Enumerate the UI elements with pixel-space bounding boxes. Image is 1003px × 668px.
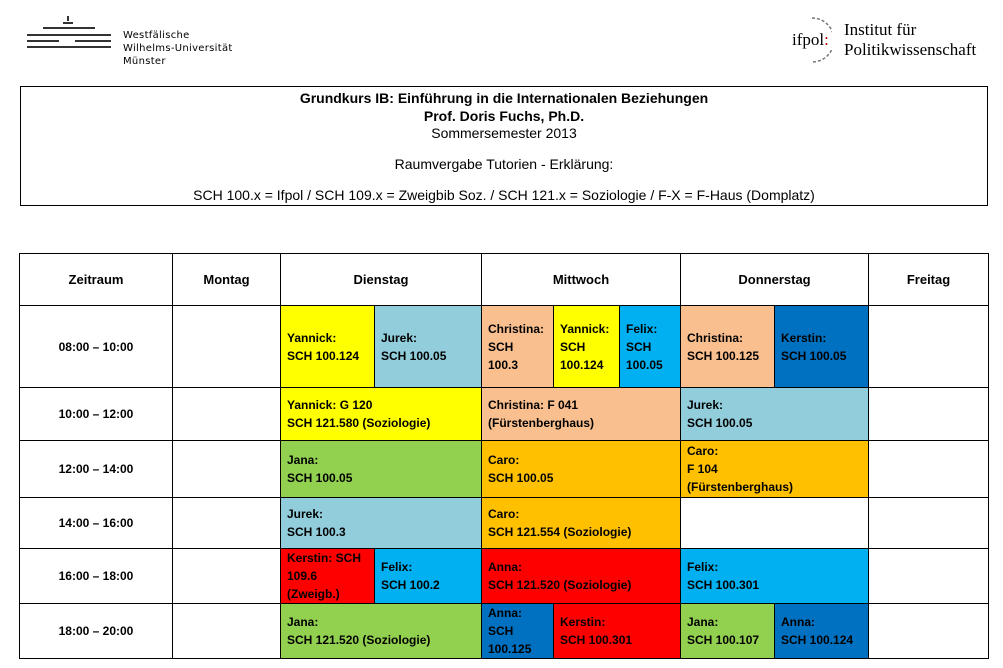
time-slot: 08:00 – 10:00	[20, 306, 173, 388]
room: SCH 100.125	[687, 348, 760, 363]
time-slot: 16:00 – 18:00	[20, 549, 173, 604]
tutorial-cell	[681, 441, 869, 498]
wwu-emblem-icon	[27, 16, 119, 56]
wwu-name-line: Westfälische	[123, 30, 190, 41]
tutor-name: Anna:	[488, 606, 522, 620]
room: SCH	[560, 339, 586, 354]
room: SCH 100.05	[687, 416, 753, 430]
room: SCH 121.520 (Soziologie)	[287, 633, 431, 647]
table-row	[20, 604, 989, 659]
empty-cell	[869, 306, 989, 388]
room: 109.6 (Zweigb.)	[287, 569, 340, 601]
tutorial-cell	[775, 306, 869, 388]
tutor-name: Jurek:	[287, 507, 324, 521]
time-slot: 10:00 – 12:00	[20, 388, 173, 441]
course-title: Grundkurs IB: Einführung in die Internationalen Beziehungen	[299, 90, 709, 106]
column-header-mittwoch: Mittwoch	[482, 254, 681, 306]
room: SCH 100.05	[287, 471, 353, 485]
column-header-dienstag: Dienstag	[281, 254, 482, 306]
empty-cell	[173, 388, 281, 441]
tutor-name: Caro:	[488, 507, 520, 521]
tutorial-cell	[281, 498, 482, 549]
tutorial-cell	[482, 498, 681, 549]
tutor-name: Christina:	[488, 321, 545, 336]
room: SCH 100.301	[560, 633, 633, 647]
tutor-name: Jana:	[287, 453, 319, 467]
institute-name	[844, 20, 976, 60]
table-row	[20, 388, 989, 441]
tutor-name: Jurek:	[381, 330, 418, 345]
column-header-freitag: Freitag	[869, 254, 989, 306]
tutorial-cell	[281, 306, 375, 388]
empty-cell	[869, 604, 989, 659]
tutorial-cell	[681, 604, 775, 659]
room: SCH	[626, 339, 652, 354]
column-header-donnerstag: Donnerstag	[681, 254, 869, 306]
empty-cell	[681, 498, 869, 549]
room: SCH 100.124	[781, 633, 854, 647]
tutorial-cell	[482, 549, 681, 604]
tutorial-cell	[681, 306, 775, 388]
room: SCH 100.2	[381, 578, 440, 592]
tutorial-cell	[482, 388, 681, 441]
tutor-name: Kerstin:	[781, 330, 827, 345]
tutorial-cell	[775, 604, 869, 659]
tutor-name: Jana:	[687, 615, 719, 629]
room: SCH 100.05	[488, 471, 554, 485]
room-assignment-subtitle: Raumvergabe Tutorien - Erklärung:	[394, 156, 614, 172]
empty-cell	[869, 388, 989, 441]
room: SCH 121.554 (Soziologie)	[488, 525, 632, 539]
room: SCH 100.301	[687, 578, 760, 592]
tutorial-cell	[281, 549, 375, 604]
wwu-name-line: Wilhelms-Universität	[123, 43, 233, 54]
tutor-name: Felix:	[687, 560, 719, 574]
tutor-name: Kerstin: SCH	[287, 551, 362, 565]
tutor-name: Yannick: G 120	[287, 398, 373, 412]
tutorial-cell	[620, 306, 681, 388]
table-row	[20, 498, 989, 549]
room: SCH 100.05	[381, 348, 447, 363]
tutorial-cell	[281, 441, 482, 498]
time-slot: 18:00 – 20:00	[20, 604, 173, 659]
tutor-name: Yannick:	[287, 330, 337, 345]
tutor-name: Caro:	[488, 453, 520, 467]
tutorial-cell	[554, 306, 620, 388]
course-info-box	[20, 86, 988, 206]
tutor-name: Felix:	[626, 321, 658, 336]
room: SCH	[488, 339, 514, 354]
tutor-name: Christina: F 041	[488, 398, 579, 412]
tutor-name: Jana:	[287, 615, 319, 629]
tutor-name: Christina:	[687, 330, 744, 345]
room: SCH 100.124	[287, 348, 360, 363]
empty-cell	[869, 441, 989, 498]
tutorial-cell	[482, 441, 681, 498]
room: 100.124	[560, 357, 604, 372]
tutorial-cell	[281, 388, 482, 441]
empty-cell	[173, 306, 281, 388]
room: 100.3	[488, 357, 519, 372]
room: (Fürstenberghaus)	[687, 480, 794, 494]
tutorial-cell	[681, 388, 869, 441]
wwu-logo	[27, 16, 267, 72]
room-legend: SCH 100.x = Ifpol / SCH 109.x = Zweigbib Soz. / SCH 121.x = Soziologie / F-X = F-Haus (Domplatz)	[193, 187, 815, 203]
tutorial-cell	[375, 306, 482, 388]
empty-cell	[173, 604, 281, 659]
room: SCH 100.05	[781, 348, 847, 363]
tutorial-cell	[281, 604, 482, 659]
room: SCH 121.580 (Soziologie)	[287, 416, 431, 430]
table-row	[20, 441, 989, 498]
tutor-name: Kerstin:	[560, 615, 606, 629]
institute-name-line: Politikwissenschaft	[844, 40, 977, 59]
room: SCH 121.520 (Soziologie)	[488, 578, 632, 592]
tutorial-schedule-table	[19, 253, 989, 659]
tutor-name: Jurek:	[687, 398, 724, 412]
empty-cell	[173, 441, 281, 498]
tutor-name: Anna:	[781, 615, 815, 629]
column-header-montag: Montag	[173, 254, 281, 306]
tutorial-cell	[554, 604, 681, 659]
column-header-zeitraum: Zeitraum	[20, 254, 173, 306]
table-row	[20, 306, 989, 388]
tutor-name: Anna:	[488, 560, 522, 574]
tutor-name: Felix:	[381, 560, 413, 574]
room: SCH 100.107	[687, 633, 760, 647]
time-slot: 14:00 – 16:00	[20, 498, 173, 549]
professor-name: Prof. Doris Fuchs, Ph.D.	[423, 108, 585, 124]
tutorial-cell	[375, 549, 482, 604]
empty-cell	[869, 549, 989, 604]
tutorial-cell	[681, 549, 869, 604]
wwu-name-line: Münster	[123, 56, 166, 67]
room: 100.05	[626, 357, 663, 372]
ifpol-colon-icon: :	[824, 30, 829, 49]
ifpol-mark	[792, 30, 829, 50]
semester: Sommersemester 2013	[431, 125, 577, 141]
institute-name-line: Institut für	[844, 20, 917, 39]
tutorial-cell	[482, 604, 554, 659]
room: SCH 100.3	[287, 525, 346, 539]
empty-cell	[173, 549, 281, 604]
time-slot: 12:00 – 14:00	[20, 441, 173, 498]
ifpol-logo	[792, 16, 992, 66]
empty-cell	[173, 498, 281, 549]
tutor-name: Yannick:	[560, 321, 610, 336]
room: (Fürstenberghaus)	[488, 416, 595, 430]
ifpol-mark-text: ifpol	[792, 30, 825, 49]
wwu-name	[123, 29, 233, 68]
tutorial-cell	[482, 306, 554, 388]
header-row	[20, 254, 989, 306]
empty-cell	[869, 498, 989, 549]
room: F 104	[687, 462, 718, 476]
tutor-name: Caro:	[687, 444, 719, 458]
table-row	[20, 549, 989, 604]
room: SCH 100.125	[488, 624, 532, 656]
